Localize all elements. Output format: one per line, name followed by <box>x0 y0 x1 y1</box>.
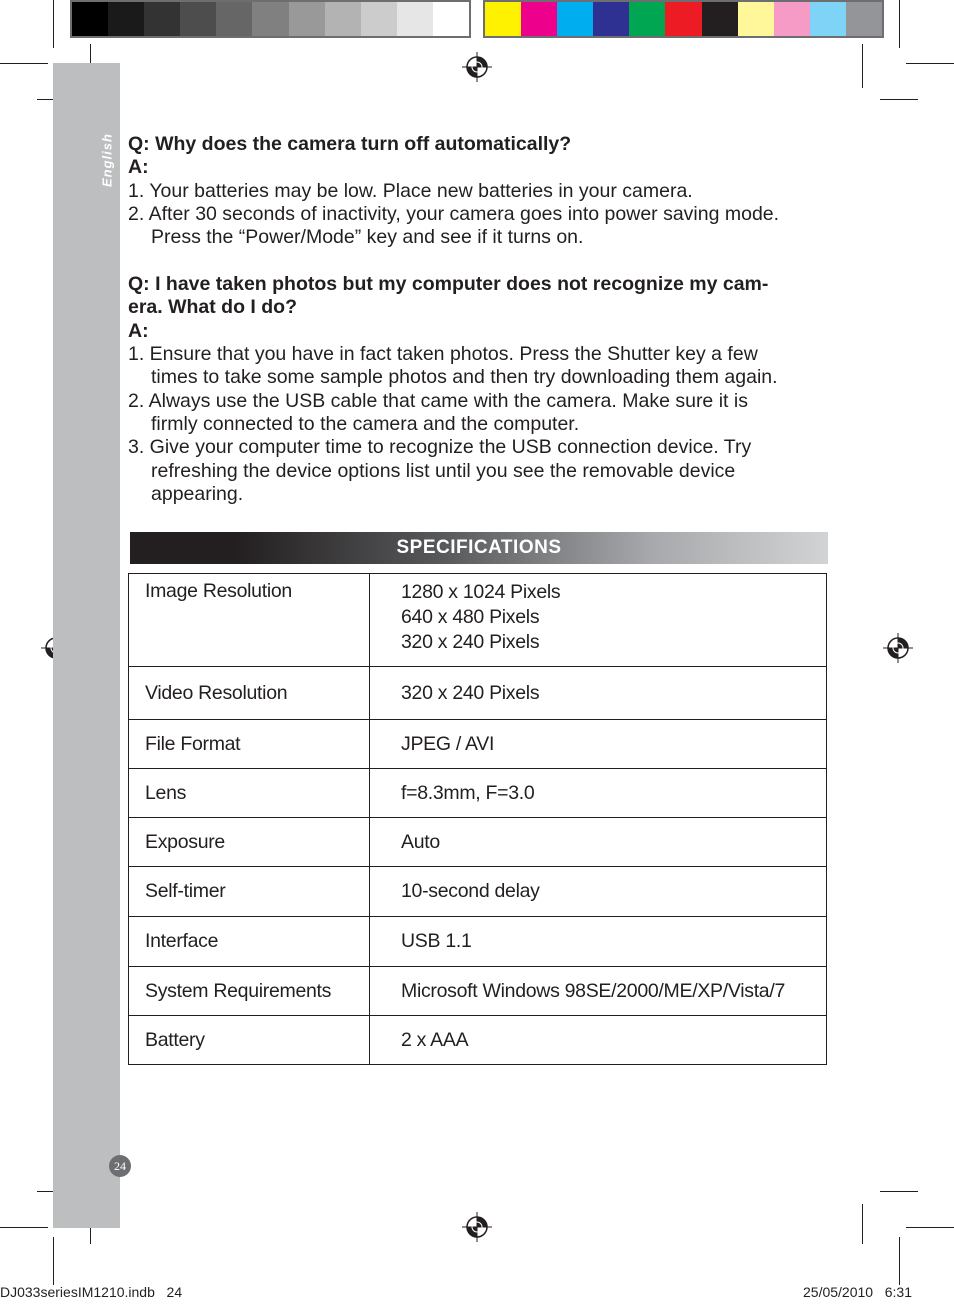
calibration-swatch <box>397 2 433 36</box>
table-row <box>129 817 826 866</box>
spec-value: 320 x 240 Pixels <box>401 681 540 704</box>
calibration-swatch <box>846 2 882 36</box>
spec-value: Microsoft Windows 98SE/2000/ME/XP/Vista/7 <box>401 979 786 1002</box>
spec-value: USB 1.1 <box>401 930 472 952</box>
specifications-heading: SPECIFICATIONS <box>130 532 828 564</box>
faq-answer-item-continued: refreshing the device options list until you see the removable device <box>151 460 736 482</box>
spec-value: 10-second delay <box>401 880 540 902</box>
calibration-swatch <box>180 2 216 36</box>
registration-mark-icon <box>883 633 913 663</box>
faq-answer-item-continued: appearing. <box>151 483 244 505</box>
spec-label: Exposure <box>129 818 370 866</box>
spec-value: f=8.3mm, F=3.0 <box>401 781 535 804</box>
table-row <box>129 1015 826 1064</box>
faq-answer-item-continued: times to take some sample photos and then try downloading them again. <box>151 366 778 388</box>
spec-label: Interface <box>129 917 370 966</box>
faq-answer-item: 2. After 30 seconds of inactivity, your camera goes into power saving mode. <box>128 203 780 225</box>
calibration-swatch <box>144 2 180 36</box>
calibration-swatch <box>629 2 665 36</box>
calibration-swatch <box>521 2 557 36</box>
table-row <box>129 574 826 666</box>
spec-label: Lens <box>129 769 370 817</box>
faq-answer-label: A: <box>128 156 149 178</box>
calibration-swatch <box>252 2 288 36</box>
calibration-swatch <box>289 2 325 36</box>
side-strip <box>53 63 120 1228</box>
color-calibration-bar <box>483 0 884 38</box>
spec-label: Self-timer <box>129 867 370 916</box>
calibration-swatch <box>485 2 521 36</box>
spec-value: 2 x AAA <box>401 1028 469 1051</box>
table-row <box>129 768 826 817</box>
calibration-swatch <box>738 2 774 36</box>
table-row <box>129 719 826 768</box>
language-label: English <box>99 133 115 187</box>
calibration-swatch <box>774 2 810 36</box>
calibration-swatch <box>557 2 593 36</box>
calibration-swatch <box>702 2 738 36</box>
faq-answer-item-continued: Press the “Power/Mode” key and see if it turns on. <box>151 226 584 248</box>
calibration-swatch <box>665 2 701 36</box>
faq-answer-item: 1. Your batteries may be low. Place new batteries in your camera. <box>128 180 693 202</box>
table-row <box>129 916 826 966</box>
spec-label: Video Resolution <box>129 667 370 719</box>
spec-label: System Requirements <box>129 967 370 1015</box>
calibration-swatch <box>108 2 144 36</box>
calibration-swatch <box>593 2 629 36</box>
faq-answer-item: 1. Ensure that you have in fact taken photos. Press the Shutter key a few <box>128 343 758 365</box>
calibration-swatch <box>72 2 108 36</box>
spec-value: Auto <box>401 830 440 853</box>
calibration-swatch <box>433 2 469 36</box>
spec-label: Battery <box>129 1016 370 1064</box>
spec-label: File Format <box>129 720 370 768</box>
calibration-swatch <box>216 2 252 36</box>
faq-question: Q: I have taken photos but my computer does not recognize my cam- <box>128 273 769 295</box>
spec-label: Image Resolution <box>129 574 370 666</box>
registration-mark-icon <box>462 52 492 82</box>
table-row <box>129 666 826 719</box>
registration-mark-icon <box>462 1212 492 1242</box>
faq-answer-label: A: <box>128 320 149 342</box>
print-slug-date: 25/05/2010 6:31 <box>803 1284 912 1300</box>
faq-answer-item: 3. Give your computer time to recognize the USB connection device. Try <box>128 436 752 458</box>
calibration-swatch <box>361 2 397 36</box>
table-row <box>129 966 826 1015</box>
table-row <box>129 866 826 916</box>
grayscale-calibration-bar <box>70 0 471 38</box>
calibration-swatch <box>810 2 846 36</box>
faq-answer-item: 2. Always use the USB cable that came with the camera. Make sure it is <box>128 390 748 412</box>
faq-answer-item-continued: firmly connected to the camera and the computer. <box>151 413 580 435</box>
spec-value: JPEG / AVI <box>401 732 495 755</box>
faq-question-continued: era. What do I do? <box>128 296 297 318</box>
specifications-table <box>128 573 827 1065</box>
calibration-swatch <box>325 2 361 36</box>
spec-value: 1280 x 1024 Pixels 640 x 480 Pixels 320 x 240 Pixels <box>401 581 561 653</box>
print-slug-file: DJ033seriesIM1210.indb 24 <box>0 1284 183 1300</box>
faq-question: Q: Why does the camera turn off automatically? <box>128 133 572 155</box>
page-number: 24 <box>109 1155 131 1177</box>
